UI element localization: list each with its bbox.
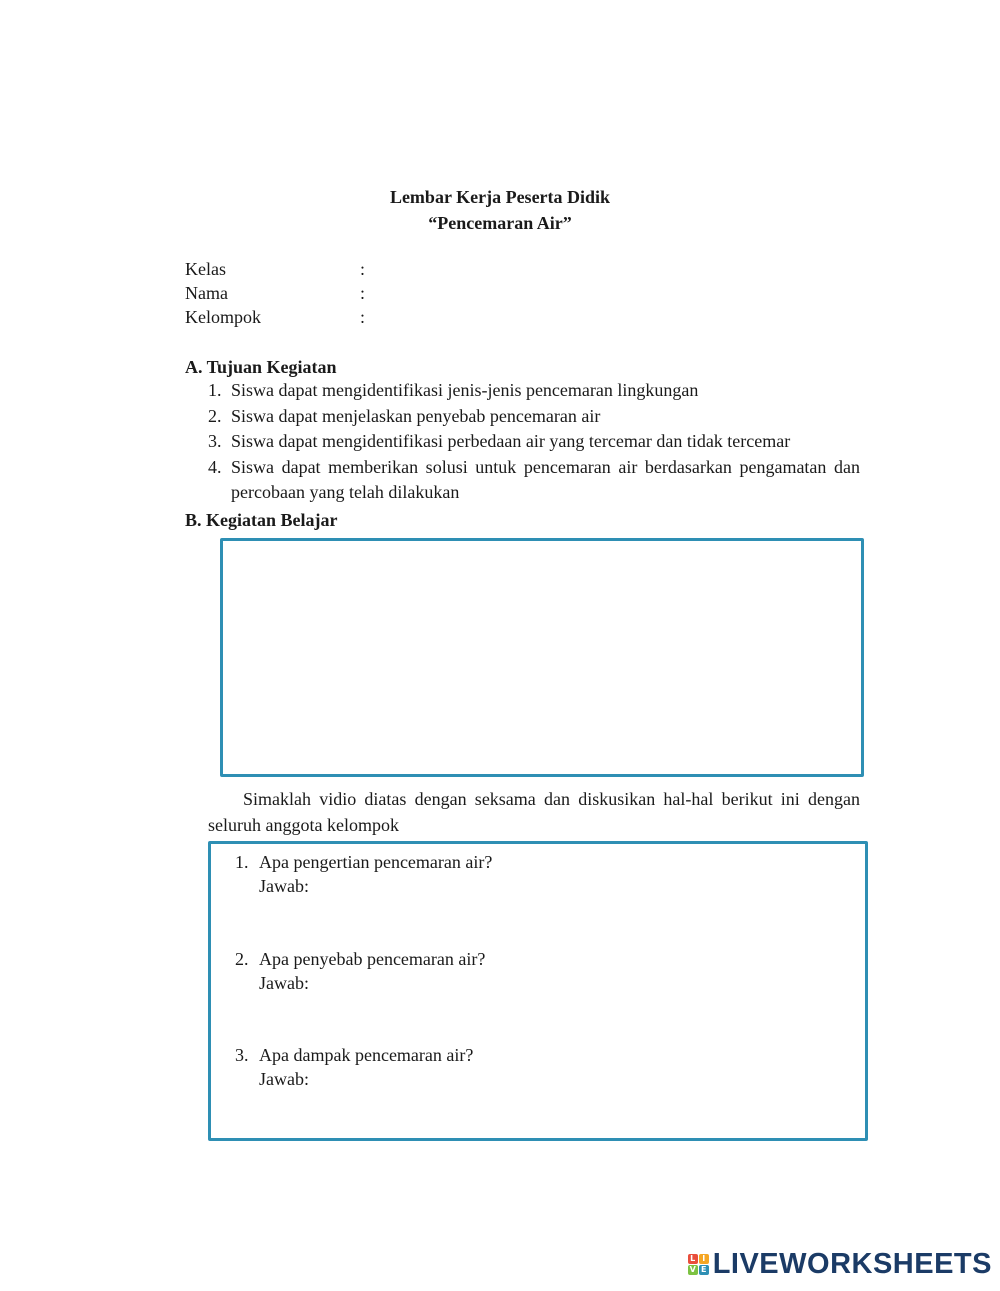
questions-box xyxy=(208,841,868,1141)
answer-label[interactable]: Jawab: xyxy=(259,876,309,896)
list-item xyxy=(208,455,860,506)
answer-label[interactable]: Jawab: xyxy=(259,1069,309,1089)
question-number: 3. xyxy=(235,1045,249,1065)
list-text: Siswa dapat mengidentifikasi jenis-jenis pencemaran lingkungan xyxy=(231,380,699,400)
badge-letter: V xyxy=(689,1264,696,1274)
live-badge-icon xyxy=(688,1254,709,1275)
question-text: Apa pengertian pencemaran air? xyxy=(259,852,493,872)
question-text: Apa dampak pencemaran air? xyxy=(259,1045,474,1065)
list-number: 1. xyxy=(208,380,222,400)
badge-letter: E xyxy=(699,1265,709,1275)
identity-separator: : xyxy=(360,307,366,327)
identity-row-kelompok xyxy=(185,305,365,329)
list-number: 2. xyxy=(208,405,222,426)
badge-letter: L xyxy=(688,1254,698,1264)
list-number: 3. xyxy=(208,431,222,451)
section-b-heading: B. Kegiatan Belajar xyxy=(185,510,338,530)
identity-row-nama xyxy=(185,281,365,305)
page-title: Lembar Kerja Peserta Didik xyxy=(389,187,611,207)
identity-label: Nama xyxy=(185,283,228,303)
question-number: 1. xyxy=(235,852,249,872)
badge-letter: I xyxy=(699,1254,709,1264)
question-item xyxy=(235,850,835,898)
instruction-text: Simaklah vidio diatas dengan seksama dan diskusikan hal-hal berikut ini dengan seluruh anggota kelompok xyxy=(208,789,860,835)
list-number: 4. xyxy=(208,456,222,477)
list-text: Siswa dapat mengidentifikasi perbedaan air yang tercemar dan tidak tercemar xyxy=(231,431,791,451)
identity-separator: : xyxy=(360,259,366,279)
identity-label: Kelompok xyxy=(185,307,261,327)
list-item xyxy=(208,404,860,430)
question-item xyxy=(235,947,835,995)
liveworksheets-logo xyxy=(688,1249,992,1279)
question-text: Apa penyebab pencemaran air? xyxy=(259,949,486,969)
list-item xyxy=(208,429,860,455)
question-item xyxy=(235,1043,835,1091)
page-subtitle: “Pencemaran Air” xyxy=(428,213,572,233)
logo-text: LIVEWORKSHEETS xyxy=(712,1247,992,1280)
list-item xyxy=(208,378,860,404)
question-number: 2. xyxy=(235,949,249,969)
identity-separator: : xyxy=(360,283,366,303)
list-text: Siswa dapat menjelaskan penyebab pencemaran air xyxy=(231,405,601,426)
objectives-list xyxy=(208,378,860,506)
section-a-heading: A. Tujuan Kegiatan xyxy=(185,357,337,377)
worksheet-title-block xyxy=(0,184,1000,236)
answer-label[interactable]: Jawab: xyxy=(259,973,309,993)
identity-row-kelas xyxy=(185,257,365,281)
instruction-paragraph xyxy=(208,786,860,838)
video-placeholder[interactable] xyxy=(220,538,864,777)
list-text: Siswa dapat memberikan solusi untuk pencemaran air berdasarkan pengamatan dan percobaan yang telah dilakukan xyxy=(231,456,860,502)
identity-label: Kelas xyxy=(185,259,226,279)
